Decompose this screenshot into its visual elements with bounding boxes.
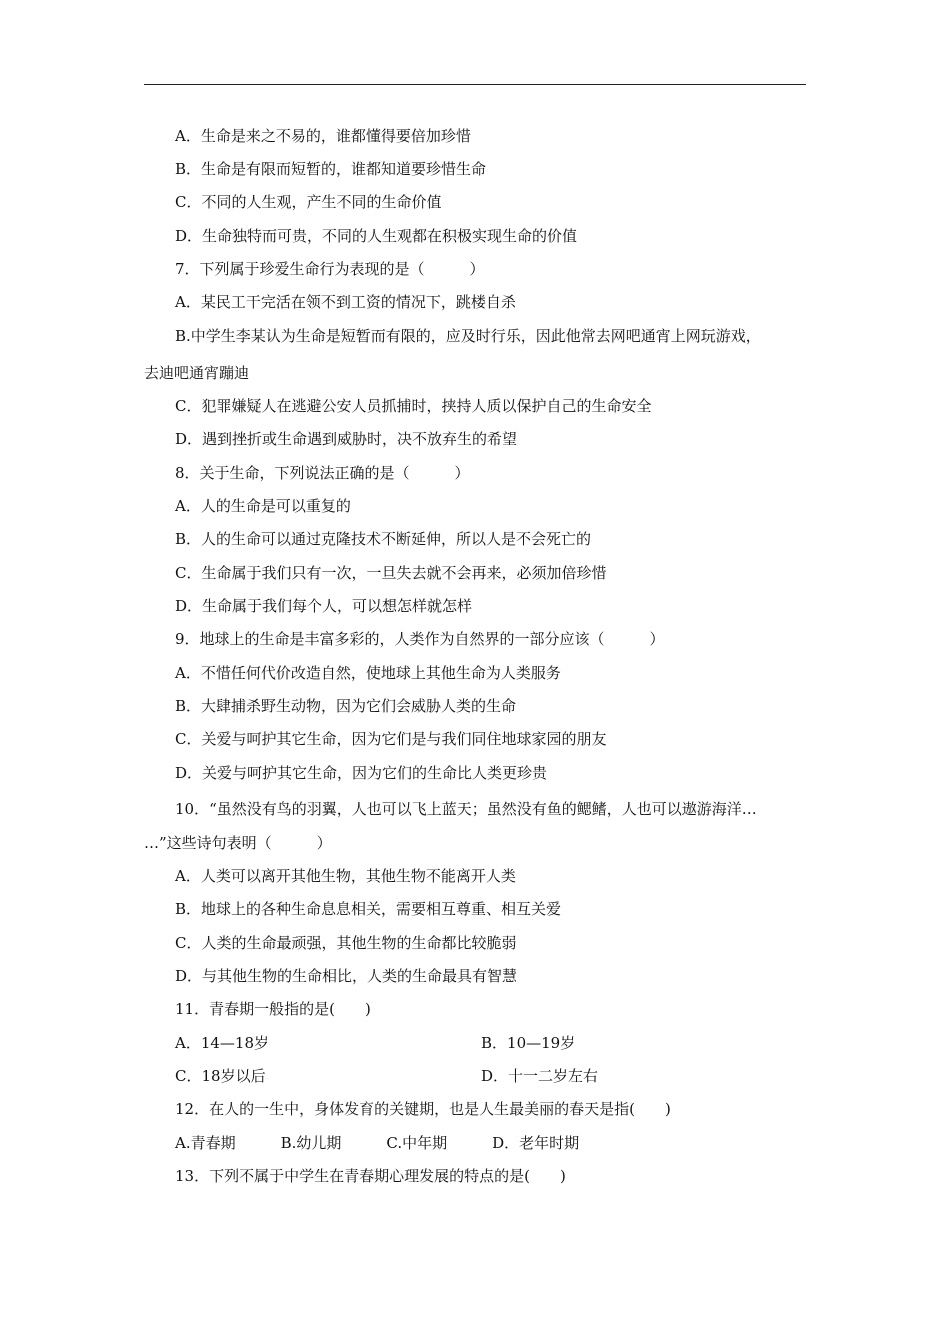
header-rule	[144, 84, 806, 85]
question-line: 10．“虽然没有鸟的羽翼，人也可以飞上蓝天；虽然没有鱼的鳃鳍，人也可以遨游海洋…	[175, 800, 757, 818]
option-line: B．人的生命可以通过克隆技术不断延伸，所以人是不会死亡的	[175, 530, 592, 548]
question-line: 7．下列属于珍爱生命行为表现的是（ ）	[175, 260, 485, 278]
option-line: D．遇到挫折或生命遇到威胁时，决不放弃生的希望	[175, 430, 518, 448]
option-d: D．十一二岁左右	[481, 1067, 599, 1085]
option-b: B．10—19岁	[481, 1034, 576, 1052]
option-line: B．生命是有限而短暂的，谁都知道要珍惜生命	[175, 160, 487, 178]
option-line: B．地球上的各种生命息息相关，需要相互尊重、相互关爱	[175, 900, 562, 918]
option-line: A．人类可以离开其他生物，其他生物不能离开人类	[175, 867, 516, 885]
option-line: B.中学生李某认为生命是短暂而有限的，应及时行乐，因此他常去网吧通宵上网玩游戏，	[175, 327, 761, 345]
option-line-continued: 去迪吧通宵蹦迪	[144, 364, 250, 382]
option-line: A．生命是来之不易的，谁都懂得要倍加珍惜	[175, 127, 471, 145]
option-line: C．生命属于我们只有一次，一旦失去就不会再来，必须加倍珍惜	[175, 564, 607, 582]
option-line: D．生命属于我们每个人，可以想怎样就怎样	[175, 597, 473, 615]
question-line: 8．关于生命，下列说法正确的是（ ）	[175, 464, 470, 482]
option-c: C．18岁以后	[175, 1067, 266, 1085]
option-line: D．生命独特而可贵，不同的人生观都在积极实现生命的价值	[175, 227, 578, 245]
option-line: B．大肆捕杀野生动物，因为它们会威胁人类的生命	[175, 697, 517, 715]
question-line: 9．地球上的生命是丰富多彩的，人类作为自然界的一部分应该（ ）	[175, 630, 665, 648]
option-line: C．人类的生命最顽强，其他生物的生命都比较脆弱	[175, 934, 517, 952]
option-line: C．犯罪嫌疑人在逃避公安人员抓捕时，挟持人质以保护自己的生命安全	[175, 397, 652, 415]
option-line: A．不惜任何代价改造自然，使地球上其他生命为人类服务	[175, 664, 561, 682]
option-line: C．关爱与呵护其它生命，因为它们是与我们同住地球家园的朋友	[175, 730, 607, 748]
option-line: D．与其他生物的生命相比，人类的生命最具有智慧	[175, 967, 518, 985]
question-line: 11．青春期一般指的是( )	[175, 1000, 371, 1018]
option-line: A．某民工干完活在领不到工资的情况下，跳楼自杀	[175, 293, 516, 311]
question-line: 13．下列不属于中学生在青春期心理发展的特点的是( )	[175, 1167, 566, 1185]
option-line: A.青春期 B.幼儿期 C.中年期 D．老年时期	[175, 1134, 580, 1152]
option-line: D．关爱与呵护其它生命，因为它们的生命比人类更珍贵	[175, 764, 548, 782]
option-line: C．不同的人生观，产生不同的生命价值	[175, 193, 442, 211]
question-line: 12．在人的一生中，身体发育的关键期，也是人生最美丽的春天是指( )	[175, 1100, 671, 1118]
question-line-continued: …”这些诗句表明（ ）	[144, 834, 332, 852]
option-a: A．14—18岁	[175, 1034, 270, 1052]
option-line: A．人的生命是可以重复的	[175, 497, 351, 515]
